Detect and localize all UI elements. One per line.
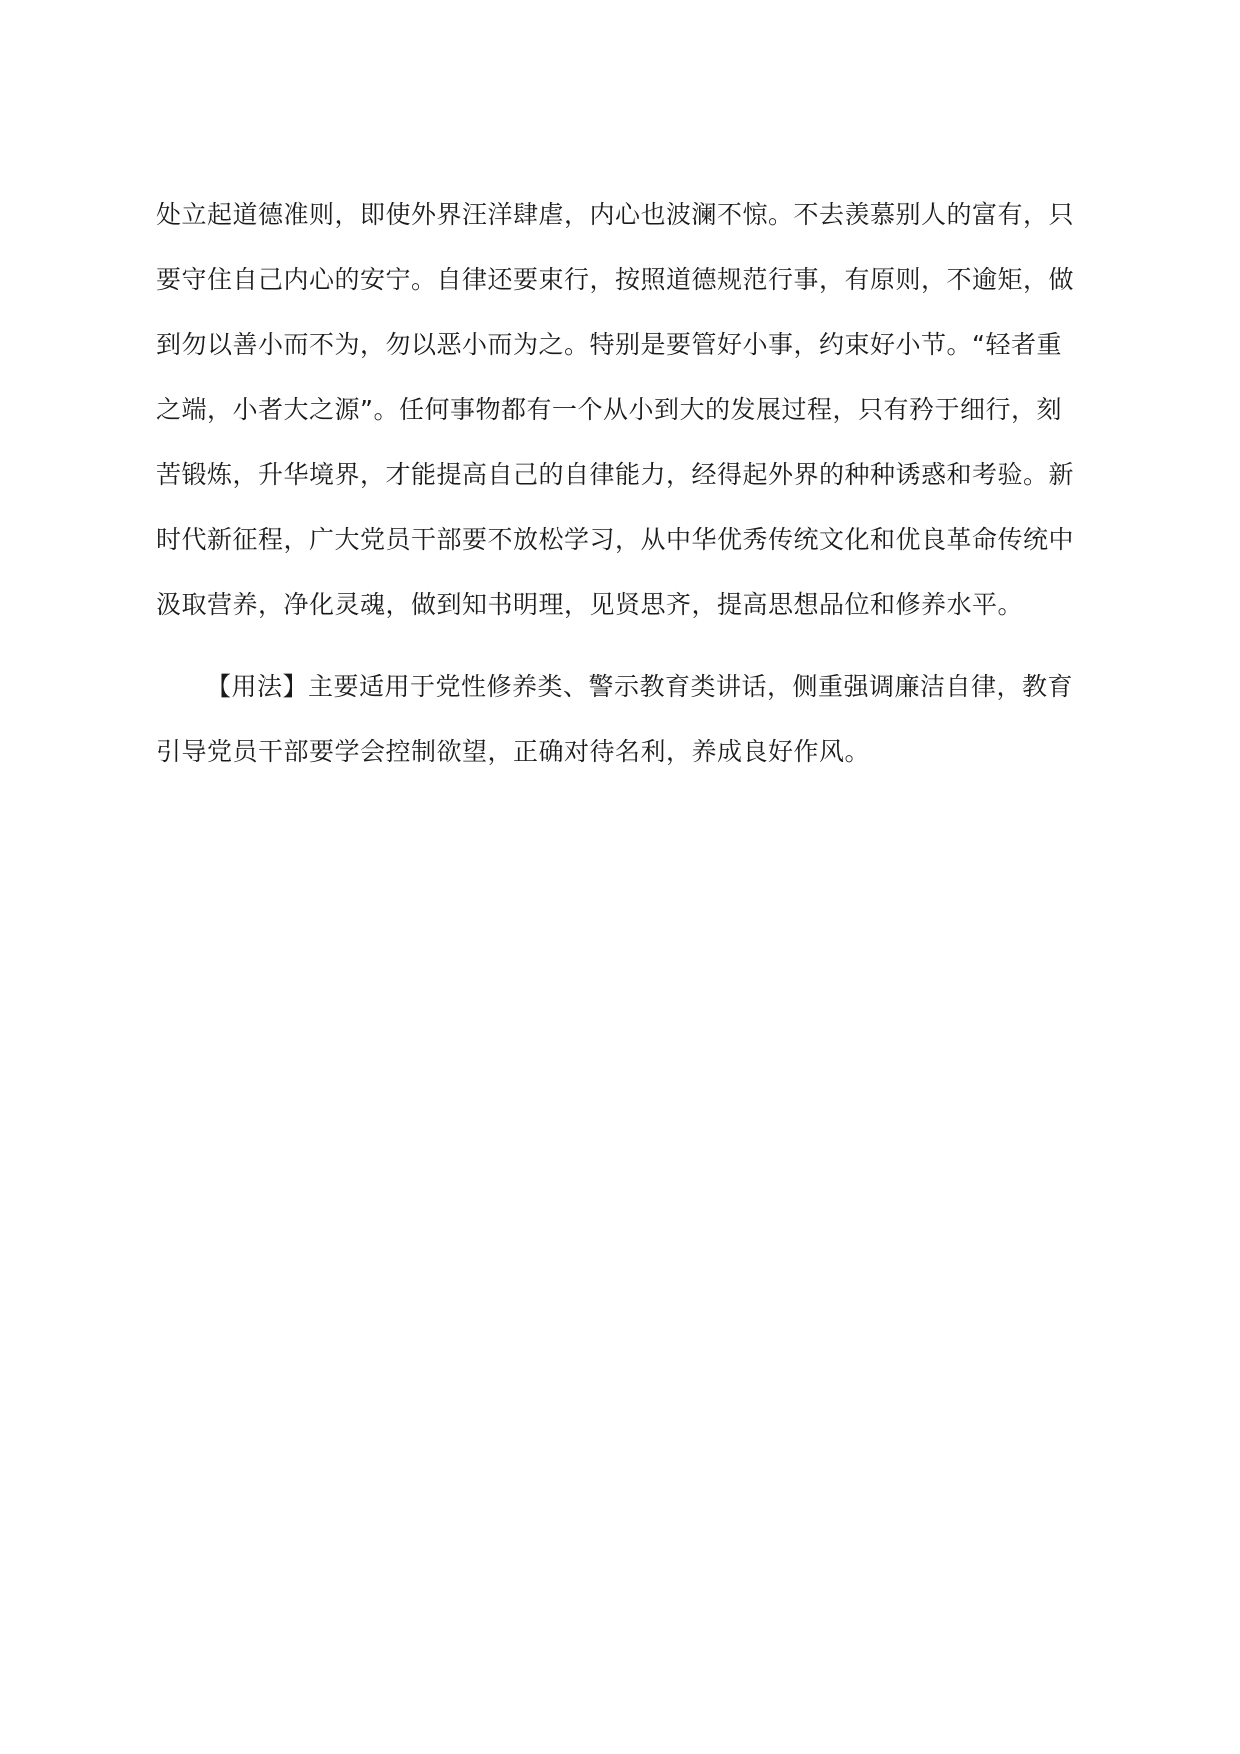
text-line: 到勿以善小而不为，勿以恶小而为之。特别是要管好小事，约束好小节。“轻者重 bbox=[156, 330, 1062, 359]
text-line: 处立起道德准则，即使外界汪洋肆虐，内心也波澜不惊。不去羡慕别人的富有，只 bbox=[156, 200, 1075, 229]
body-paragraph bbox=[156, 182, 1075, 637]
text-line: 苦锻炼，升华境界，才能提高自己的自律能力，经得起外界的种种诱惑和考验。新 bbox=[156, 460, 1075, 489]
text-line-indented bbox=[156, 654, 1074, 719]
text-line: 要守住自己内心的安宁。自律还要束行，按照道德规范行事，有原则，不逾矩，做 bbox=[156, 265, 1075, 294]
text-line: 之端，小者大之源”。任何事物都有一个从小到大的发展过程，只有矜于细行，刻 bbox=[156, 395, 1062, 424]
usage-paragraph bbox=[156, 654, 1074, 784]
usage-line-text: 【用法】主要适用于党性修养类、警示教育类讲话，侧重强调廉洁自律，教育 bbox=[206, 672, 1074, 701]
text-line: 汲取营养，净化灵魂，做到知书明理，见贤思齐，提高思想品位和修养水平。 bbox=[156, 590, 1024, 619]
text-line: 时代新征程，广大党员干部要不放松学习，从中华优秀传统文化和优良革命传统中 bbox=[156, 525, 1075, 554]
text-line: 引导党员干部要学会控制欲望，正确对待名利，养成良好作风。 bbox=[156, 737, 871, 766]
